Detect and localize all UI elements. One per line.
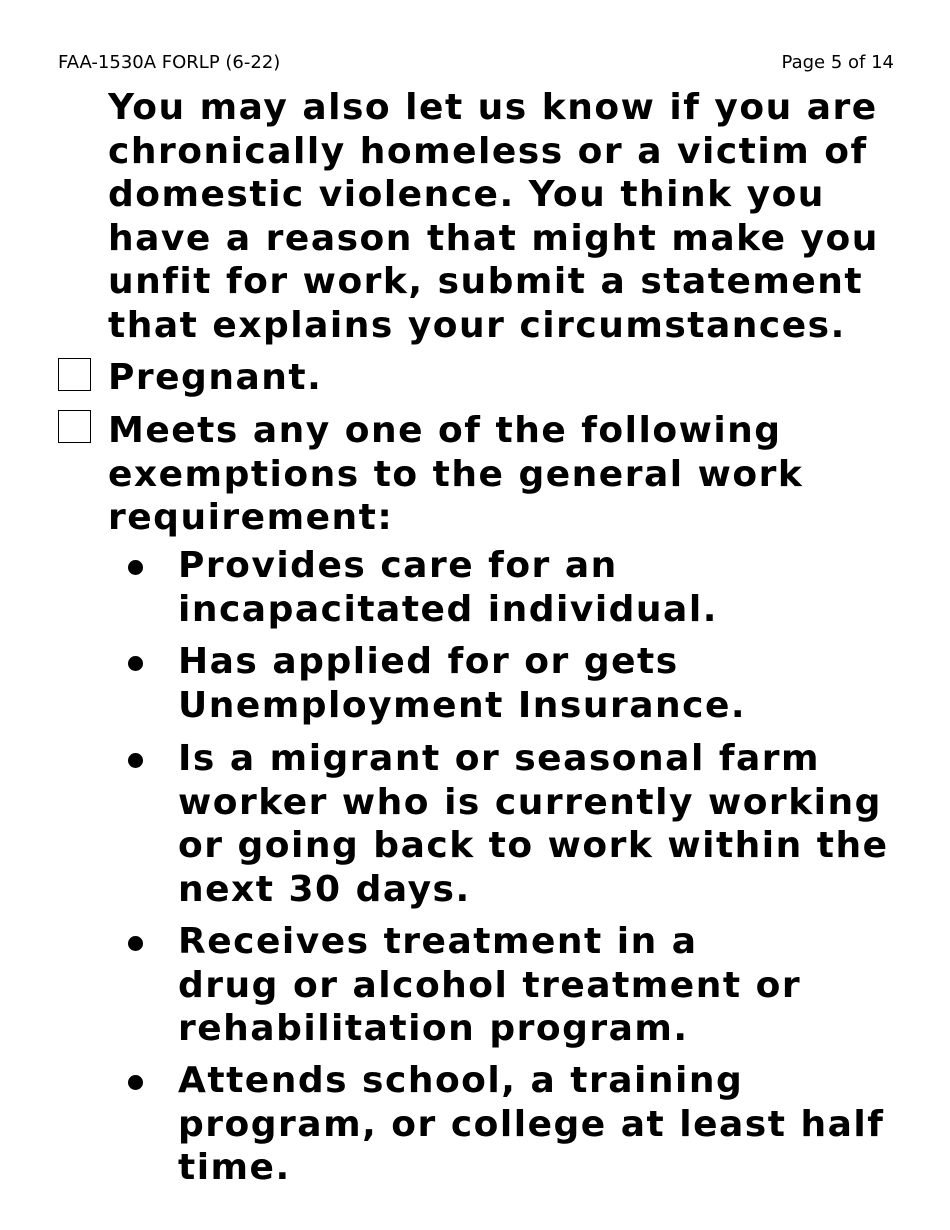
list-item-text: Is a migrant or seasonal farm worker who is currently working or going back to work within the next 30 days. [178,738,889,910]
list-item-text: Receives treatment in a drug or alcohol treatment or rehabilitation program. [178,921,802,1049]
pregnant-label: Pregnant. [108,357,323,398]
bullet-icon [128,560,143,575]
exemptions-checkbox[interactable] [58,410,91,443]
bullet-icon [128,936,143,951]
page-number: Page 5 of 14 [781,52,894,73]
exemptions-label: Meets any one of the following exemptions to the general work requirement: [108,410,804,538]
intro-paragraph: You may also let us know if you are chronically homeless or a victim of domestic violence. You think you have a reason that might make you unfit for work, submit a statement that explains your circumstances. [108,87,879,346]
form-id: FAA-1530A FORLP (6-22) [58,52,281,73]
list-item-text: Provides care for an incapacitated individual. [178,545,718,630]
list-item-text: Attends school, a training program, or college at least half time. [178,1060,885,1188]
pregnant-checkbox[interactable] [58,358,91,391]
bullet-icon [128,656,143,671]
bullet-icon [128,753,143,768]
bullet-icon [128,1075,143,1090]
list-item-text: Has applied for or gets Unemployment Insurance. [178,641,747,726]
